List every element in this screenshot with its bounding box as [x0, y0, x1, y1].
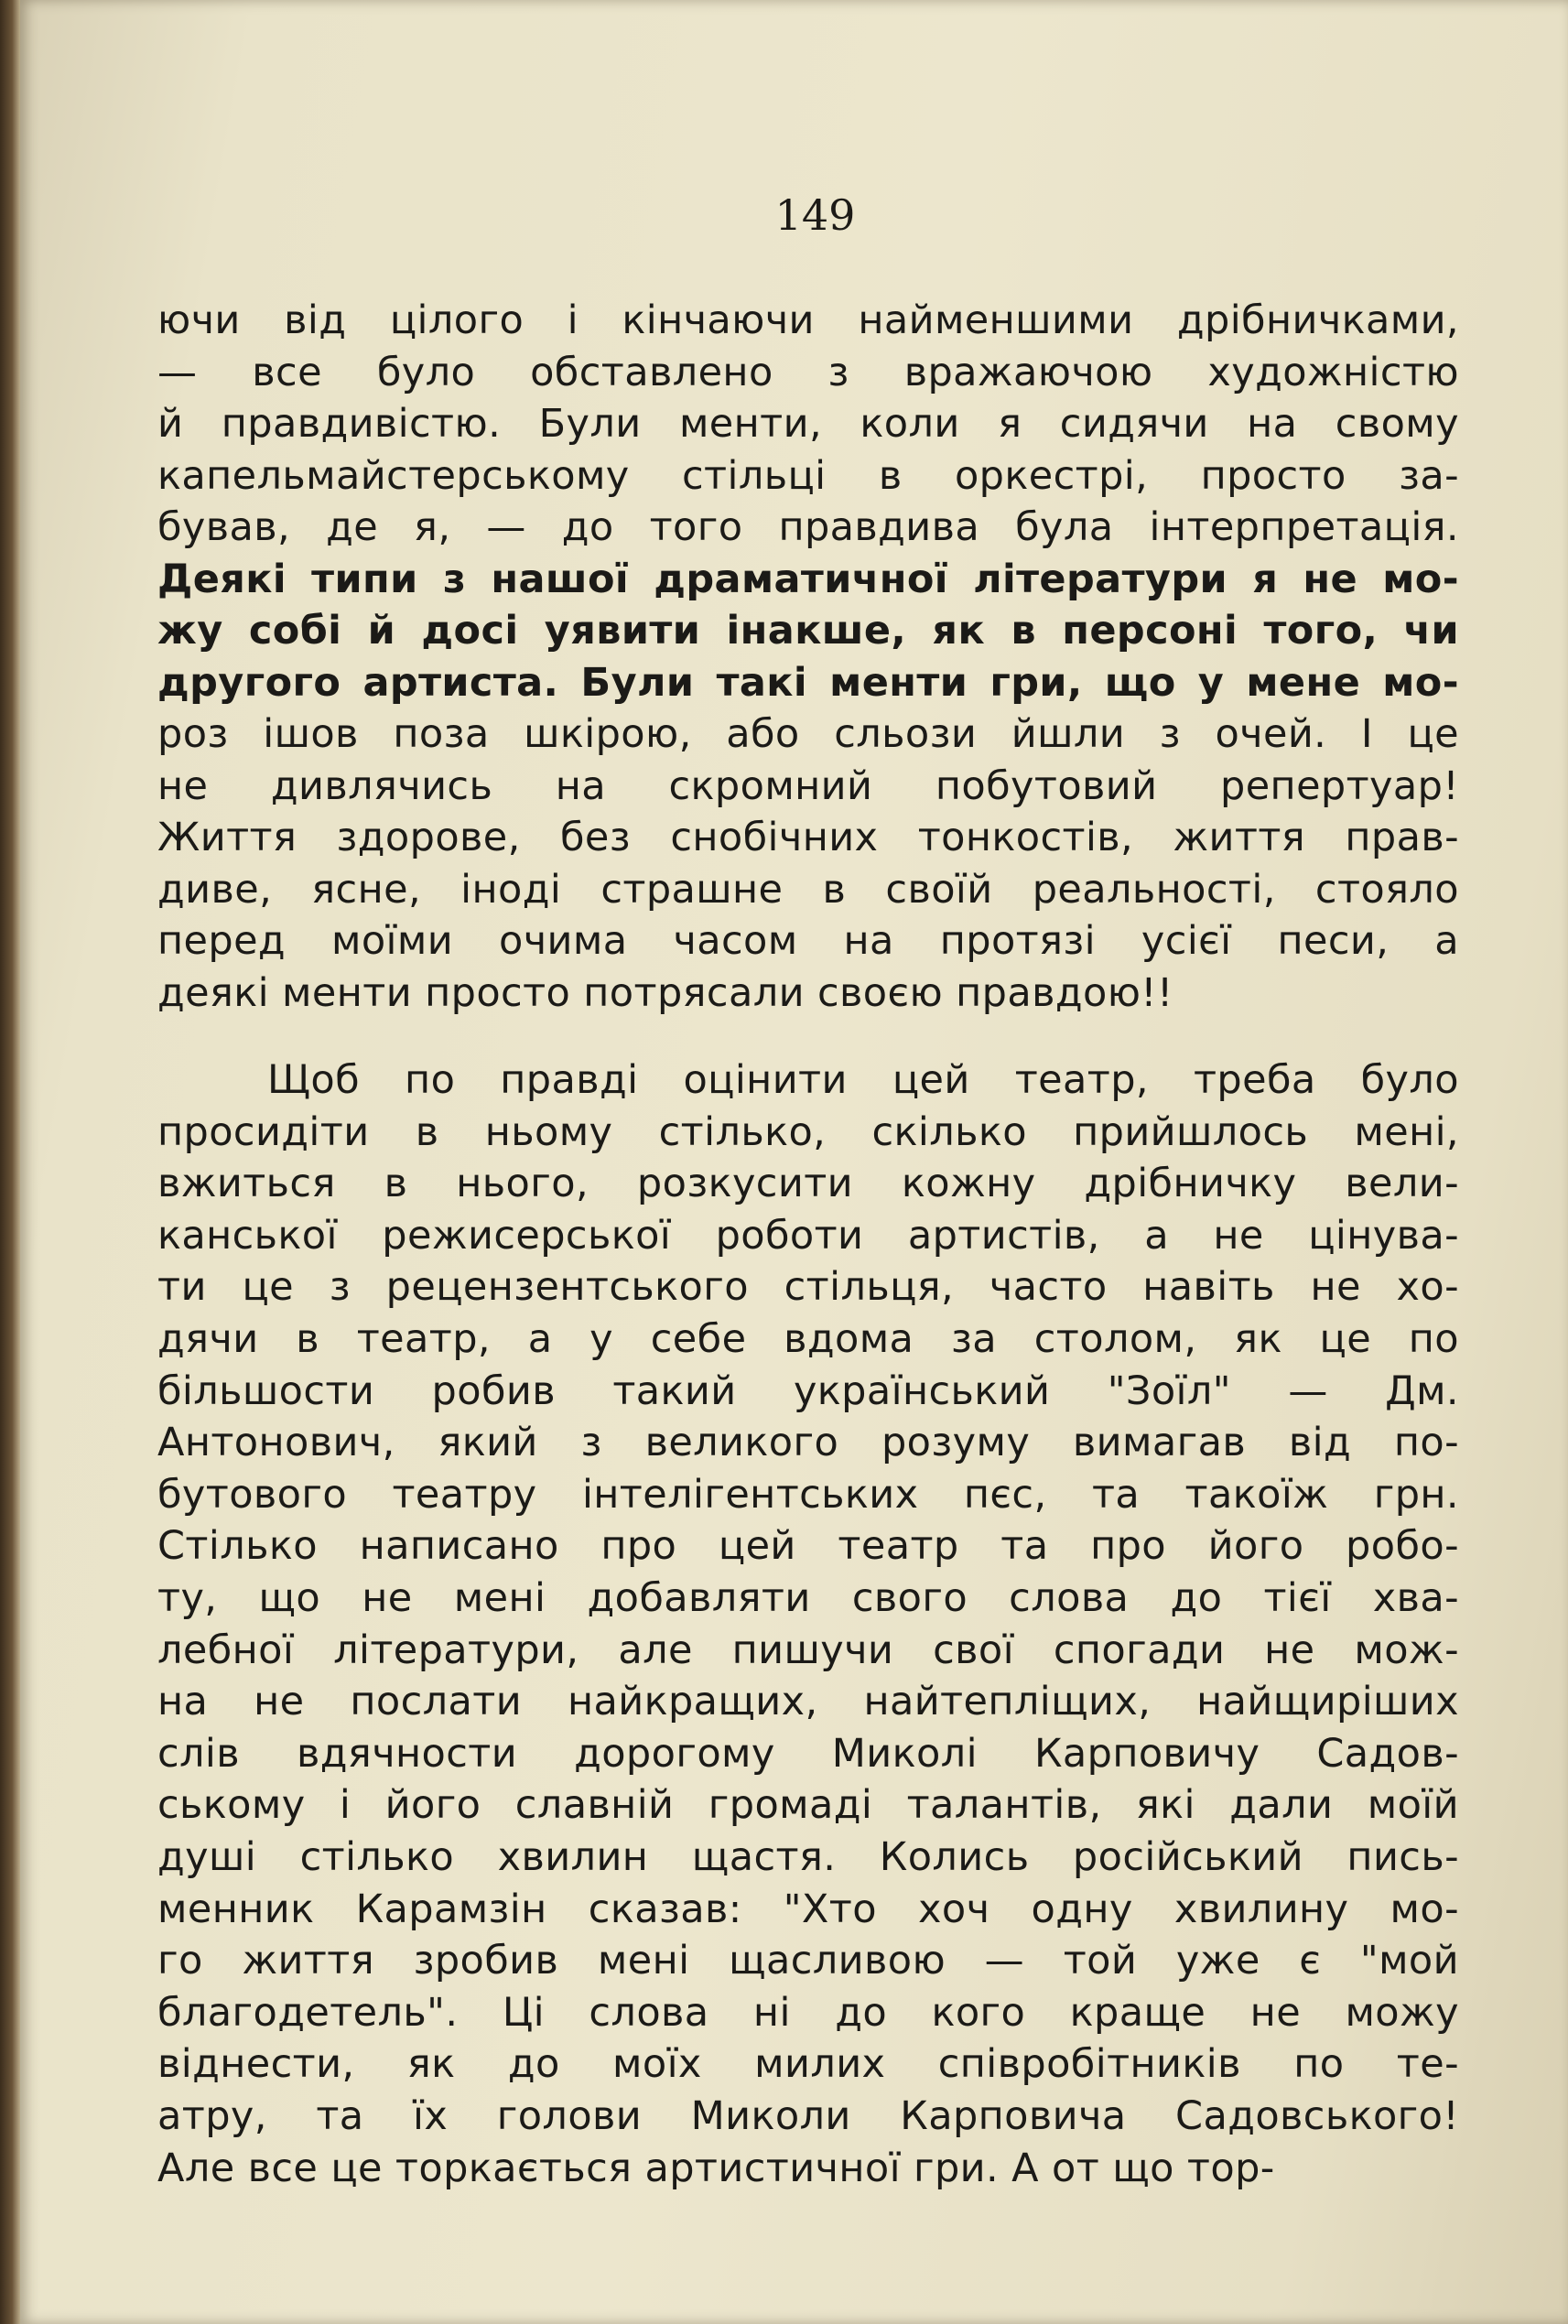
text-line: роз ішов поза шкірою, або сльози йшли з очей. І це — [157, 711, 1459, 757]
text-line: Антонович, який з великого розуму вимагав від по- — [157, 1420, 1459, 1466]
text-line: не дивлячись на скромний побутовий репертуар! — [157, 762, 1459, 809]
text-line: го життя зробив мені щасливою — той уже є "мой — [157, 1938, 1459, 1984]
text-line: ту, що не мені добавляти свого слова до тієї хва- — [157, 1575, 1459, 1621]
text-line: деякі менти просто потрясали своєю правдою!! — [157, 969, 1173, 1016]
text-line: перед моїми очима часом на протязі усієї песи, а — [157, 918, 1459, 964]
text-line: просидіти в ньому стілько, скілько прийшлось мені, — [157, 1108, 1459, 1155]
text-line: Стілько написано про цей театр та про його робо- — [157, 1523, 1459, 1570]
text-line: бутового театру інтелігентських пєс, та такоїж грн. — [157, 1471, 1459, 1518]
text-line: менник Карамзін сказав: "Хто хоч одну хвилину мо- — [157, 1886, 1459, 1932]
text-line: віднести, як до моїх милих співробітників по те- — [157, 2041, 1459, 2088]
text-line: другого артиста. Були такі менти гри, що у мене мо- — [157, 659, 1459, 706]
text-line: більшости робив такий український "Зоїл" — Дм. — [157, 1367, 1459, 1414]
text-line: Але все це торкається артистичної гри. А от що тор- — [157, 2145, 1275, 2191]
text-line: диве, ясне, іноді страшне в своїй реальності, стояло — [157, 866, 1459, 913]
text-line: жу собі й досі уявити інакше, як в персоні того, чи — [157, 608, 1459, 654]
text-line: ти це з рецензентського стільця, часто навіть не хо- — [157, 1264, 1459, 1311]
text-line: й правдивістю. Були менти, коли я сидячи на свому — [157, 401, 1459, 447]
text-line: дячи в театр, а у себе вдома за столом, як це по — [157, 1316, 1459, 1362]
text-line: лебної літератури, але пишучи свої спогади не мож- — [157, 1627, 1459, 1673]
text-line: канської режисерської роботи артистів, а не цінува- — [157, 1212, 1459, 1259]
text-line: ському і його славній громаді талантів, які дали моїй — [157, 1782, 1459, 1829]
text-line: атру, та їх голови Миколи Карповича Садовського! — [157, 2093, 1459, 2139]
text-line: — все було обставлено з вражаючою художністю — [157, 349, 1459, 395]
text-line: благодетель". Ці слова ні до кого краще не можу — [157, 1989, 1459, 2036]
text-line: бував, де я, — до того правдива була інтерпретація. — [157, 504, 1459, 550]
text-line: вжиться в нього, розкусити кожну дрібничку вели- — [157, 1161, 1459, 1207]
text-line: ючи від цілого і кінчаючи найменшими дрібничками, — [157, 297, 1459, 343]
text-line: Деякі типи з нашої драматичної літератури я не мо- — [157, 556, 1459, 602]
page-number: 149 — [774, 190, 856, 240]
book-spine-edge — [0, 0, 20, 2324]
text-line: Життя здорове, без снобічних тонкостів, життя прав- — [157, 815, 1459, 860]
text-line: Щоб по правді оцінити цей театр, треба було — [267, 1057, 1459, 1103]
text-line: душі стілько хвилин щастя. Колись російський пись- — [157, 1834, 1459, 1880]
text-line: на не послати найкращих, найтепліщих, найщиріших — [157, 1679, 1459, 1725]
text-line: капельмайстерському стільці в оркестрі, просто за- — [157, 452, 1459, 499]
text-line: слів вдячности дорогому Миколі Карповичу Садов- — [157, 1730, 1459, 1777]
